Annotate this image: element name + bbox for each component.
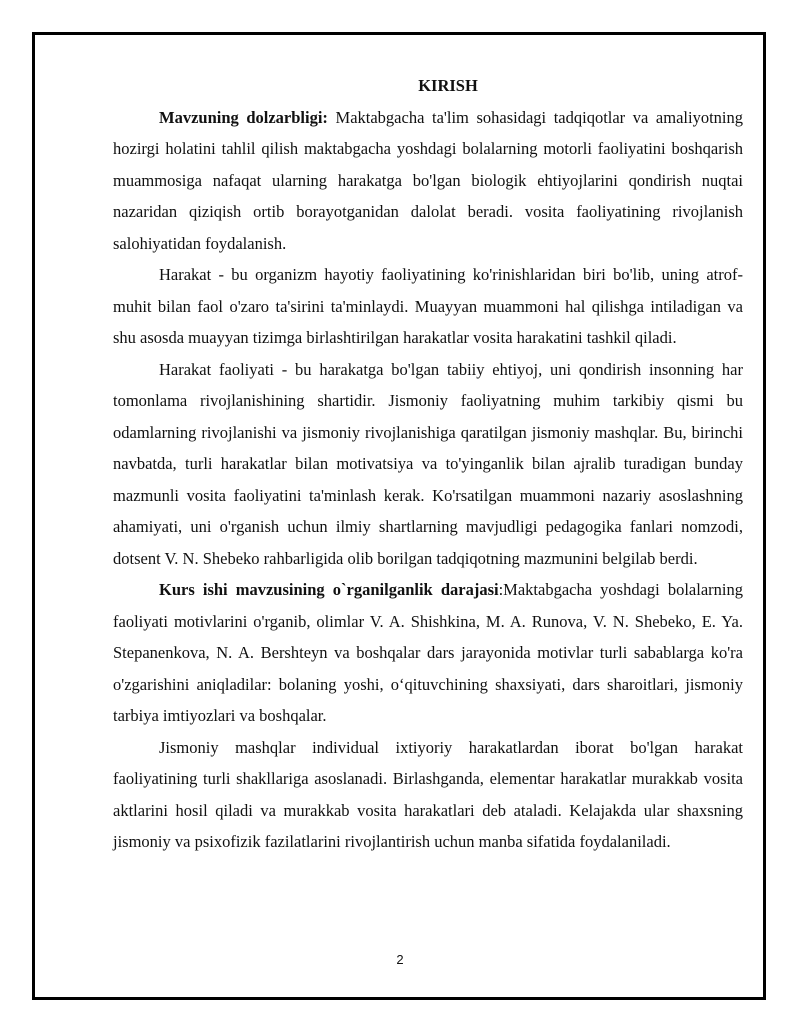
paragraph-lead: Kurs ishi mavzusining o`rganilganlik darajasi bbox=[159, 580, 499, 599]
paragraph-text: Jismoniy mashqlar individual ixtiyoriy harakatlardan iborat bo'lgan harakat faoliyatining turli shakllariga asoslanadi. Birlashganda, elementar harakatlar murakkab vosita aktlarini hosil qiladi va murakkab vosita harakatlari deb ataladi. Kelajakda ular shaxsning jismoniy va psixofizik fazilatlarini rivojlantirish uchun manba sifatida foydalaniladi. bbox=[113, 737, 743, 851]
paragraph-motor-activity bbox=[113, 354, 743, 575]
paragraph-text: Maktabgacha ta'lim sohasidagi tadqiqotlar va amaliyotning hozirgi holatini tahlil qilish maktabgacha yoshdagi bolalarning motorli faoliyatini boshqarish muammosiga nafaqat ularning harakatga bo'lgan biologik ehtiyojlarini qondirish nuqtai nazaridan qiziqish ortib borayotganidan dalolat beradi. vosita faoliyatining rivojlanish salohiyatidan foydalanish. bbox=[113, 107, 743, 253]
paragraph-movement bbox=[113, 259, 743, 354]
document-body bbox=[113, 70, 743, 858]
page-number: 2 bbox=[396, 952, 404, 967]
paragraph-lead: Mavzuning dolzarbligi: bbox=[159, 107, 328, 127]
document-title: KIRISH bbox=[418, 76, 478, 95]
paragraph-relevance bbox=[113, 102, 743, 260]
paragraph-exercises bbox=[113, 732, 743, 858]
paragraph-study-level bbox=[113, 574, 743, 732]
paragraph-text: :Maktabgacha yoshdagi bolalarning faoliyati motivlarini o'rganib, olimlar V. A. Shishkina, M. A. Runova, V. N. Shebeko, E. Ya. Stepanenkova, N. A. Bershteyn va boshqalar dars jarayonida motivlar turli sabablarga ko'ra o'zgarishini aniqladilar: bolaning yoshi, o‘qituvchining shaxsiyati, dars sharoitlari, jismoniy tarbiya imtiyozlari va boshqalar. bbox=[113, 580, 743, 725]
paragraph-text: Harakat faoliyati - bu harakatga bo'lgan tabiiy ehtiyoj, uni qondirish insonning har tomonlama rivojlanishining shartidir. Jismoniy faoliyatning muhim tarkibiy qismi bu odamlarning rivojlanishi va jismoniy rivojlanishiga qaratilgan jismoniy mashqlar. Bu, birinchi navbatda, turli harakatlar bilan motivatsiya va to'yinganlik bilan ajralib turadigan bunday mazmunli vosita faoliyatini ta'minlash kerak. Ko'rsatilgan muammoni nazariy asoslashning ahamiyati, uni o'rganish uchun ilmiy shartlarning mavjudligi pedagogika fanlari nomzodi, dotsent V. N. Shebeko rahbarligida olib borilgan tadqiqotning mazmunini belgilab berdi. bbox=[113, 359, 743, 568]
paragraph-text: Harakat - bu organizm hayotiy faoliyatining ko'rinishlaridan biri bo'lib, uning atrof-muhit bilan faol o'zaro ta'sirini ta'minlaydi. Muayyan muammoni hal qilishga intiladigan va shu asosda muayyan tizimga birlashtirilgan harakatlar vosita harakatini tashkil qiladi. bbox=[113, 265, 743, 347]
